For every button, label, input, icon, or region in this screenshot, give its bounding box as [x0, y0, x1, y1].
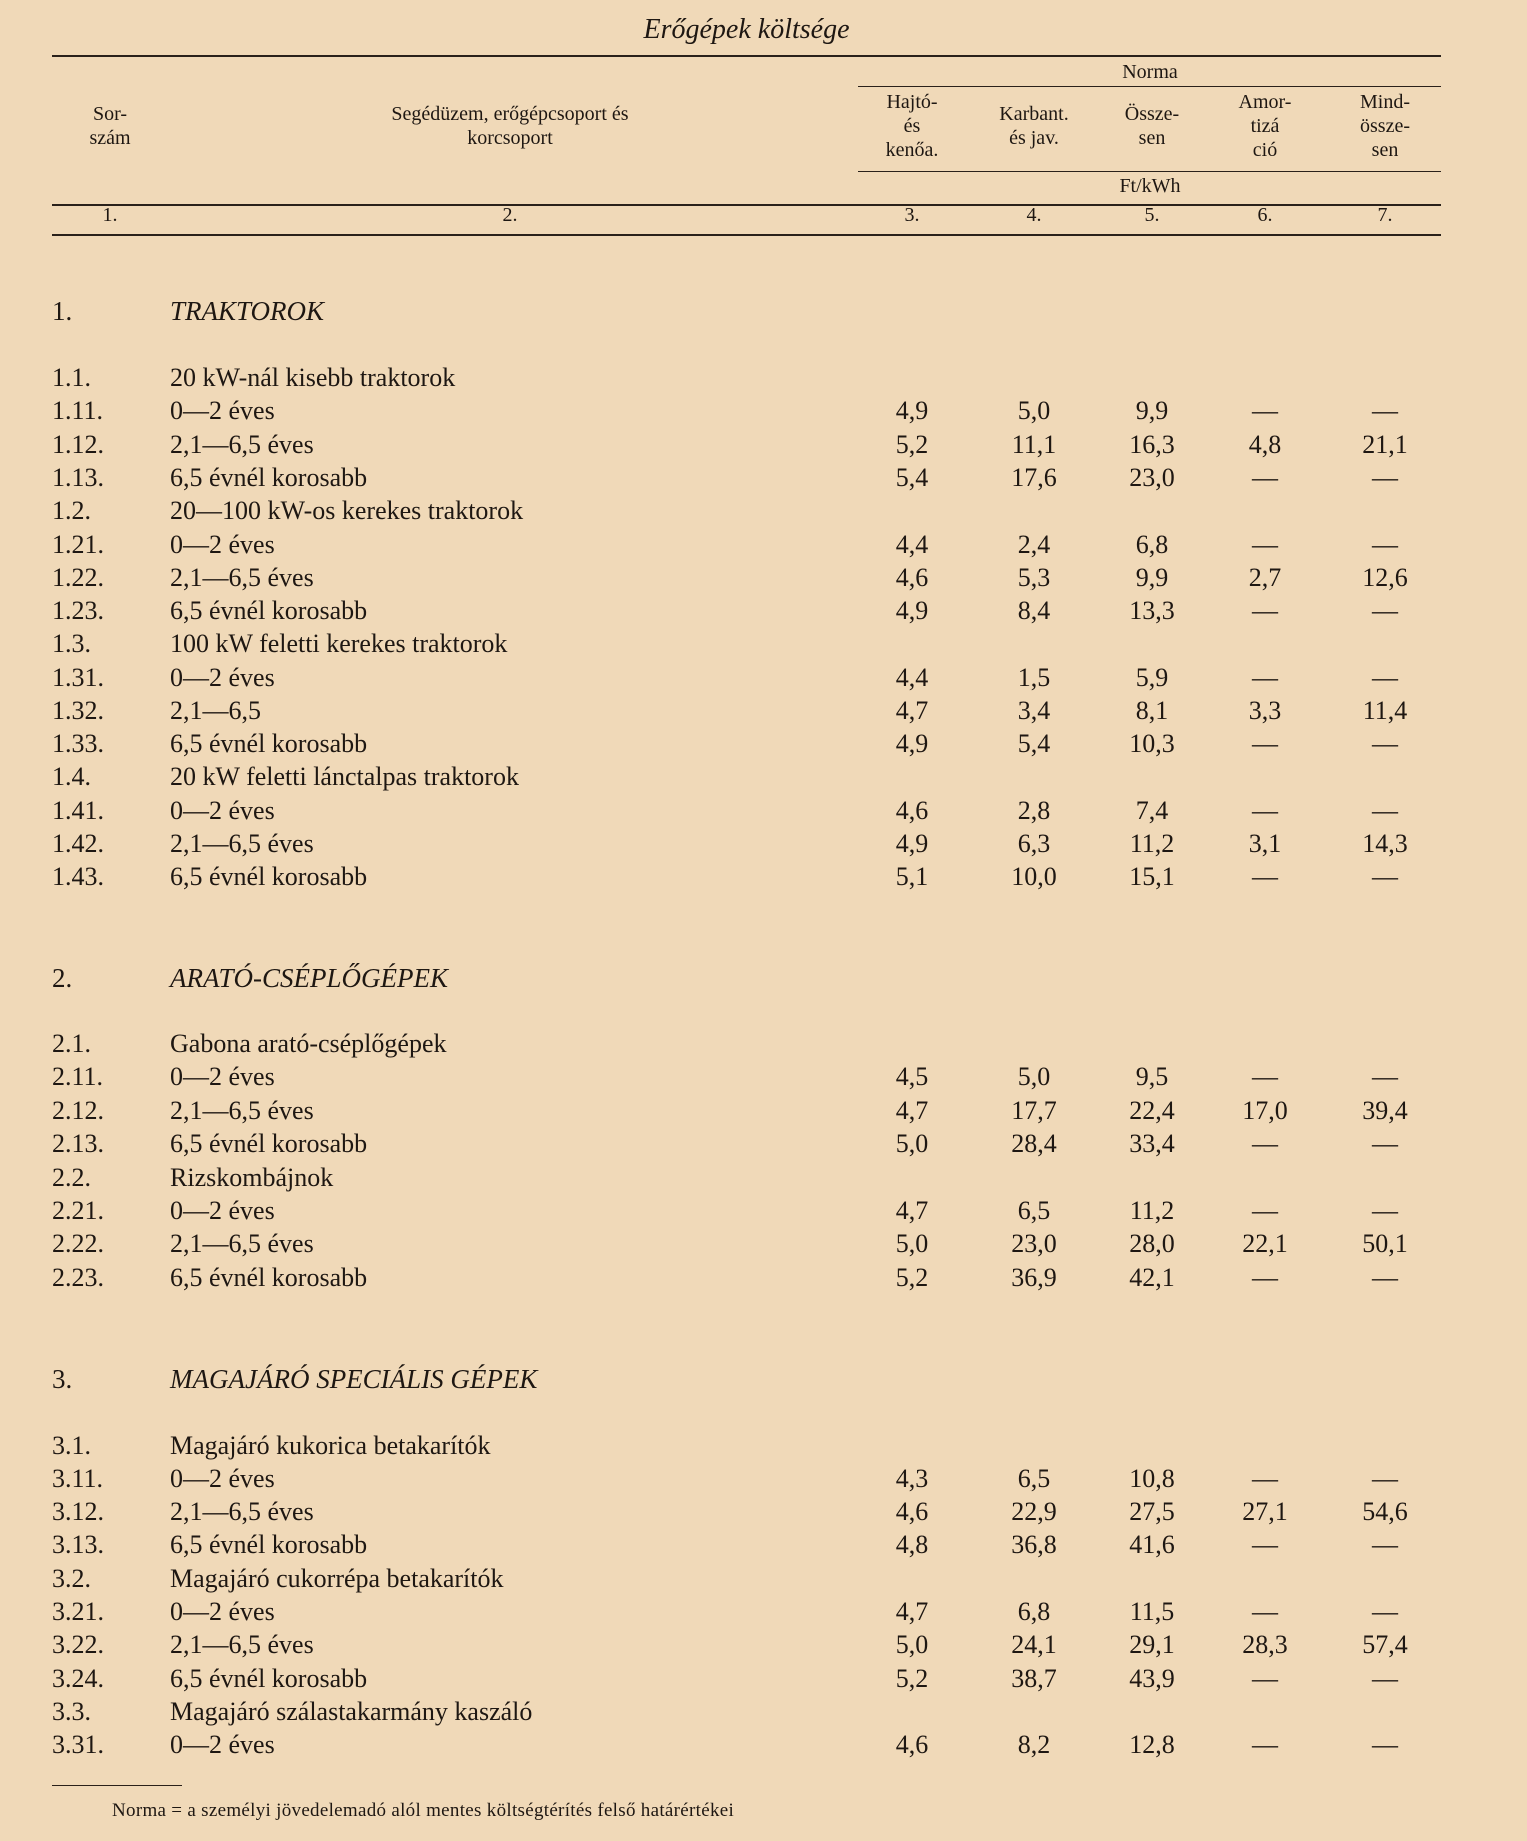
row-label: 2,1—6,5 éves: [170, 829, 314, 858]
value-cell-col3: 4,7: [895, 1096, 929, 1125]
value-cell-col4: 17,6: [1011, 463, 1057, 492]
value-cell-col7: —: [1372, 463, 1398, 492]
row-label: 6,5 évnél korosabb: [170, 729, 368, 758]
colnum-bottom-rule: [52, 234, 1441, 236]
value-cell-col3: 4,4: [895, 530, 929, 559]
value-cell-col3: 4,6: [895, 563, 929, 592]
row-label: 6,5 évnél korosabb: [170, 463, 368, 492]
row-label: 0—2 éves: [170, 396, 275, 425]
table-row: [0, 1730, 1493, 1763]
value-cell-col4: 2,4: [1017, 530, 1051, 559]
row-label: 2,1—6,5 éves: [170, 1229, 314, 1258]
row-label: 2,1—6,5: [170, 696, 261, 725]
row-number: 3.1.: [52, 1431, 91, 1460]
table-row: [0, 1530, 1493, 1563]
row-number: 1.31.: [52, 663, 104, 692]
table-row: [0, 463, 1493, 496]
value-cell-col4: 6,5: [1017, 1196, 1051, 1225]
value-cell-col5: 7,4: [1135, 796, 1169, 825]
value-cell-col7: 57,4: [1362, 1630, 1408, 1659]
value-cell-col5: 10,8: [1129, 1464, 1175, 1493]
row-number: 3.: [52, 1364, 73, 1394]
value-cell-col4: 36,9: [1011, 1263, 1057, 1292]
row-number: 2.11.: [52, 1062, 104, 1091]
value-cell-col5: 43,9: [1129, 1664, 1175, 1693]
header-unit: Ft/kWh: [1119, 175, 1181, 197]
table-row: [0, 1497, 1493, 1530]
row-number: 1.3.: [52, 629, 91, 658]
value-cell-col5: 33,4: [1129, 1129, 1175, 1158]
row-label: 0—2 éves: [170, 1730, 275, 1759]
row-label: 0—2 éves: [170, 796, 275, 825]
row-label: Magajáró kukorica betakarítók: [170, 1431, 491, 1460]
table-row: [0, 1597, 1493, 1630]
value-cell-col3: 5,0: [895, 1229, 929, 1258]
row-number: 1.1.: [52, 363, 91, 392]
row-number: 1.42.: [52, 829, 104, 858]
row-label: 2,1—6,5 éves: [170, 430, 314, 459]
value-cell-col6: —: [1252, 862, 1278, 891]
row-number: 1.4.: [52, 762, 91, 791]
table-row: [0, 563, 1493, 596]
section-row: [0, 963, 1493, 996]
value-cell-col7: —: [1372, 1464, 1398, 1493]
value-cell-col6: —: [1252, 463, 1278, 492]
row-label: 20—100 kW-os kerekes traktorok: [170, 496, 524, 525]
section-row: [0, 1364, 1493, 1397]
value-cell-col7: —: [1372, 1597, 1398, 1626]
column-number: 5.: [1144, 204, 1160, 226]
row-number: 3.24.: [52, 1664, 104, 1693]
row-label: 6,5 évnél korosabb: [170, 862, 368, 891]
header-col3: Hajtó- és kenőa.: [885, 91, 939, 161]
value-cell-col5: 22,4: [1129, 1096, 1175, 1125]
value-cell-col4: 5,4: [1017, 729, 1051, 758]
row-label: 100 kW feletti kerekes traktorok: [170, 629, 508, 658]
row-number: 3.21.: [52, 1597, 104, 1626]
row-number: 1.12.: [52, 430, 104, 459]
value-cell-col4: 5,3: [1017, 563, 1051, 592]
value-cell-col6: 17,0: [1242, 1096, 1288, 1125]
table-row: [0, 1096, 1493, 1129]
value-cell-col3: 5,2: [895, 430, 929, 459]
value-cell-col7: —: [1372, 1530, 1398, 1559]
table-row: [0, 829, 1493, 862]
table-row: [0, 530, 1493, 563]
value-cell-col5: 11,2: [1129, 829, 1175, 858]
row-label: 0—2 éves: [170, 1196, 275, 1225]
value-cell-col4: 3,4: [1017, 696, 1051, 725]
row-number: 1.33.: [52, 729, 104, 758]
row-label: 6,5 évnél korosabb: [170, 1530, 368, 1559]
value-cell-col6: 22,1: [1242, 1229, 1288, 1258]
value-cell-col4: 6,5: [1017, 1464, 1051, 1493]
table-row: [0, 1263, 1493, 1296]
value-cell-col6: 4,8: [1248, 430, 1282, 459]
column-number: 4.: [1026, 204, 1042, 226]
row-number: 3.13.: [52, 1530, 104, 1559]
row-number: 1.: [52, 296, 73, 326]
row-label: 0—2 éves: [170, 1062, 275, 1091]
value-cell-col7: —: [1372, 862, 1398, 891]
value-cell-col6: 3,1: [1248, 829, 1282, 858]
row-label: 0—2 éves: [170, 663, 275, 692]
value-cell-col7: —: [1372, 729, 1398, 758]
row-label: 20 kW feletti lánctalpas traktorok: [170, 762, 519, 791]
value-cell-col7: —: [1372, 596, 1398, 625]
value-cell-col3: 4,7: [895, 696, 929, 725]
value-cell-col6: —: [1252, 796, 1278, 825]
table-row: [0, 862, 1493, 895]
row-number: 2.13.: [52, 1129, 104, 1158]
column-number: 6.: [1257, 204, 1273, 226]
row-label: 20 kW-nál kisebb traktorok: [170, 363, 456, 392]
header-col1: Sor- szám: [89, 103, 131, 149]
value-cell-col6: —: [1252, 1530, 1278, 1559]
row-label: 2,1—6,5 éves: [170, 1630, 314, 1659]
value-cell-col7: 39,4: [1362, 1096, 1408, 1125]
value-cell-col4: 8,2: [1017, 1730, 1051, 1759]
value-cell-col4: 6,3: [1017, 829, 1051, 858]
value-cell-col7: —: [1372, 1263, 1398, 1292]
value-cell-col5: 27,5: [1129, 1497, 1175, 1526]
value-cell-col6: —: [1252, 663, 1278, 692]
column-number: 1.: [102, 204, 118, 226]
group-row: [0, 1697, 1493, 1730]
row-label: 0—2 éves: [170, 1464, 275, 1493]
row-label: 2,1—6,5 éves: [170, 1497, 314, 1526]
value-cell-col5: 23,0: [1129, 463, 1175, 492]
value-cell-col6: 28,3: [1242, 1630, 1288, 1659]
table-row: [0, 430, 1493, 463]
row-number: 3.22.: [52, 1630, 104, 1659]
row-number: 3.3.: [52, 1697, 91, 1726]
value-cell-col6: —: [1252, 729, 1278, 758]
value-cell-col3: 5,0: [895, 1129, 929, 1158]
value-cell-col6: —: [1252, 396, 1278, 425]
row-number: 1.43.: [52, 862, 104, 891]
row-label: 0—2 éves: [170, 530, 275, 559]
value-cell-col4: 2,8: [1017, 796, 1051, 825]
row-label: 0—2 éves: [170, 1597, 275, 1626]
table-row: [0, 1062, 1493, 1095]
value-cell-col3: 4,9: [895, 396, 929, 425]
header-col5: Össze- sen: [1124, 103, 1180, 149]
value-cell-col5: 28,0: [1129, 1229, 1175, 1258]
value-cell-col6: 3,3: [1248, 696, 1282, 725]
value-cell-col4: 28,4: [1011, 1129, 1057, 1158]
value-cell-col5: 5,9: [1135, 663, 1169, 692]
value-cell-col5: 11,2: [1129, 1196, 1175, 1225]
value-cell-col5: 9,9: [1135, 396, 1169, 425]
value-cell-col4: 17,7: [1011, 1096, 1057, 1125]
column-number: 7.: [1377, 204, 1393, 226]
value-cell-col6: —: [1252, 1062, 1278, 1091]
value-cell-col6: —: [1252, 1129, 1278, 1158]
value-cell-col4: 5,0: [1017, 396, 1051, 425]
value-cell-col5: 41,6: [1129, 1530, 1175, 1559]
value-cell-col3: 5,1: [895, 862, 929, 891]
value-cell-col7: —: [1372, 1664, 1398, 1693]
value-cell-col5: 8,1: [1135, 696, 1169, 725]
value-cell-col7: —: [1372, 796, 1398, 825]
group-row: [0, 1564, 1493, 1597]
table-row: [0, 1464, 1493, 1497]
table-row: [0, 596, 1493, 629]
row-number: 1.21.: [52, 530, 104, 559]
value-cell-col7: —: [1372, 530, 1398, 559]
row-number: 2.: [52, 963, 73, 993]
row-label: Magajáró szálastakarmány kaszáló: [170, 1697, 533, 1726]
value-cell-col3: 4,9: [895, 729, 929, 758]
value-cell-col3: 4,9: [895, 596, 929, 625]
row-number: 2.2.: [52, 1163, 91, 1192]
value-cell-col7: —: [1372, 663, 1398, 692]
value-cell-col7: 21,1: [1362, 430, 1408, 459]
row-number: 1.22.: [52, 563, 104, 592]
row-label: 6,5 évnél korosabb: [170, 596, 368, 625]
row-number: 2.23.: [52, 1263, 104, 1292]
value-cell-col4: 38,7: [1011, 1664, 1057, 1693]
footnote: Norma = a személyi jövedelemadó alól mentes költségtérítés felső határértékei: [112, 1800, 735, 1821]
value-cell-col4: 6,8: [1017, 1597, 1051, 1626]
table-row: [0, 663, 1493, 696]
value-cell-col3: 4,6: [895, 796, 929, 825]
value-cell-col3: 5,4: [895, 463, 929, 492]
table-row: [0, 1229, 1493, 1262]
value-cell-col3: 5,2: [895, 1664, 929, 1693]
header-norma: Norma: [1122, 61, 1178, 83]
row-number: 3.31.: [52, 1730, 104, 1759]
value-cell-col5: 16,3: [1129, 430, 1175, 459]
section-row: [0, 296, 1493, 329]
value-cell-col5: 13,3: [1129, 596, 1175, 625]
value-cell-col3: 4,3: [895, 1464, 929, 1493]
value-cell-col7: 12,6: [1362, 563, 1408, 592]
row-label: 2,1—6,5 éves: [170, 1096, 314, 1125]
value-cell-col4: 22,9: [1011, 1497, 1057, 1526]
group-row: [0, 1431, 1493, 1464]
value-cell-col5: 15,1: [1129, 862, 1175, 891]
value-cell-col7: 14,3: [1362, 829, 1408, 858]
row-number: 2.21.: [52, 1196, 104, 1225]
value-cell-col6: 27,1: [1242, 1497, 1288, 1526]
column-number: 2.: [502, 204, 518, 226]
row-number: 1.41.: [52, 796, 104, 825]
group-row: [0, 496, 1493, 529]
value-cell-col7: 50,1: [1362, 1229, 1408, 1258]
value-cell-col6: —: [1252, 1730, 1278, 1759]
row-label: 6,5 évnél korosabb: [170, 1129, 368, 1158]
section-title: MAGAJÁRÓ SPECIÁLIS GÉPEK: [170, 1364, 538, 1394]
row-label: Rizskombájnok: [170, 1163, 334, 1192]
value-cell-col6: —: [1252, 1597, 1278, 1626]
value-cell-col3: 5,2: [895, 1263, 929, 1292]
value-cell-col6: 2,7: [1248, 563, 1282, 592]
row-label: Gabona arató-cséplőgépek: [170, 1029, 447, 1058]
value-cell-col3: 4,7: [895, 1597, 929, 1626]
value-cell-col4: 23,0: [1011, 1229, 1057, 1258]
value-cell-col7: 11,4: [1362, 696, 1408, 725]
value-cell-col6: —: [1252, 530, 1278, 559]
header-col4: Karbant. és jav.: [999, 103, 1069, 149]
table-row: [0, 1630, 1493, 1663]
value-cell-col5: 42,1: [1129, 1263, 1175, 1292]
value-cell-col4: 1,5: [1017, 663, 1051, 692]
value-cell-col7: —: [1372, 1730, 1398, 1759]
value-cell-col3: 4,4: [895, 663, 929, 692]
row-number: 1.32.: [52, 696, 104, 725]
row-number: 1.13.: [52, 463, 104, 492]
value-cell-col6: —: [1252, 596, 1278, 625]
value-cell-col7: —: [1372, 1062, 1398, 1091]
value-cell-col6: —: [1252, 1464, 1278, 1493]
table-title: Erőgépek költsége: [643, 14, 850, 45]
value-cell-col5: 10,3: [1129, 729, 1175, 758]
header-col7: Mind- össze- sen: [1360, 91, 1410, 161]
value-cell-col4: 24,1: [1011, 1630, 1057, 1659]
value-cell-col5: 6,8: [1135, 530, 1169, 559]
row-number: 1.2.: [52, 496, 91, 525]
row-number: 3.2.: [52, 1564, 91, 1593]
table-row: [0, 396, 1493, 429]
group-row: [0, 1163, 1493, 1196]
value-cell-col3: 4,8: [895, 1530, 929, 1559]
value-cell-col4: 36,8: [1011, 1530, 1057, 1559]
top-rule: [52, 55, 1441, 57]
row-label: 2,1—6,5 éves: [170, 563, 314, 592]
group-row: [0, 1029, 1493, 1062]
row-label: 6,5 évnél korosabb: [170, 1664, 368, 1693]
value-cell-col6: —: [1252, 1263, 1278, 1292]
value-cell-col3: 4,6: [895, 1730, 929, 1759]
value-cell-col7: —: [1372, 396, 1398, 425]
value-cell-col6: —: [1252, 1664, 1278, 1693]
table-row: [0, 729, 1493, 762]
value-cell-col4: 8,4: [1017, 596, 1051, 625]
row-number: 2.22.: [52, 1229, 104, 1258]
value-cell-col3: 5,0: [895, 1630, 929, 1659]
value-cell-col5: 9,9: [1135, 563, 1169, 592]
column-number: 3.: [904, 204, 920, 226]
value-cell-col5: 12,8: [1129, 1730, 1175, 1759]
header-col6: Amor- tizá ció: [1238, 91, 1292, 161]
table-row: [0, 796, 1493, 829]
group-row: [0, 629, 1493, 662]
value-cell-col5: 29,1: [1129, 1630, 1175, 1659]
value-cell-col5: 9,5: [1135, 1062, 1169, 1091]
value-cell-col7: 54,6: [1362, 1497, 1408, 1526]
row-number: 2.12.: [52, 1096, 104, 1125]
section-title: TRAKTOROK: [170, 296, 325, 326]
value-cell-col4: 10,0: [1011, 862, 1057, 891]
value-cell-col3: 4,5: [895, 1062, 929, 1091]
value-cell-col6: —: [1252, 1196, 1278, 1225]
table-row: [0, 1664, 1493, 1697]
row-number: 3.12.: [52, 1497, 104, 1526]
value-cell-col3: 4,9: [895, 829, 929, 858]
value-cell-col4: 5,0: [1017, 1062, 1051, 1091]
norma-rule: [858, 86, 1441, 87]
table-row: [0, 1129, 1493, 1162]
value-cell-col5: 11,5: [1129, 1597, 1175, 1626]
value-cell-col3: 4,7: [895, 1196, 929, 1225]
value-cell-col7: —: [1372, 1196, 1398, 1225]
row-number: 2.1.: [52, 1029, 91, 1058]
row-number: 3.11.: [52, 1464, 104, 1493]
value-cell-col7: —: [1372, 1129, 1398, 1158]
row-number: 1.11.: [52, 396, 104, 425]
value-cell-col3: 4,6: [895, 1497, 929, 1526]
header-col2: Segédüzem, erőgépcsoport és korcsoport: [391, 103, 629, 149]
value-cell-col4: 11,1: [1011, 430, 1057, 459]
table-row: [0, 1196, 1493, 1229]
footnote-rule: [52, 1785, 182, 1786]
row-number: 1.23.: [52, 596, 104, 625]
section-title: ARATÓ-CSÉPLŐGÉPEK: [170, 963, 448, 993]
group-row: [0, 363, 1493, 396]
unit-rule: [858, 171, 1441, 172]
table-row: [0, 696, 1493, 729]
group-row: [0, 762, 1493, 795]
row-label: Magajáró cukorrépa betakarítók: [170, 1564, 504, 1593]
row-label: 6,5 évnél korosabb: [170, 1263, 368, 1292]
